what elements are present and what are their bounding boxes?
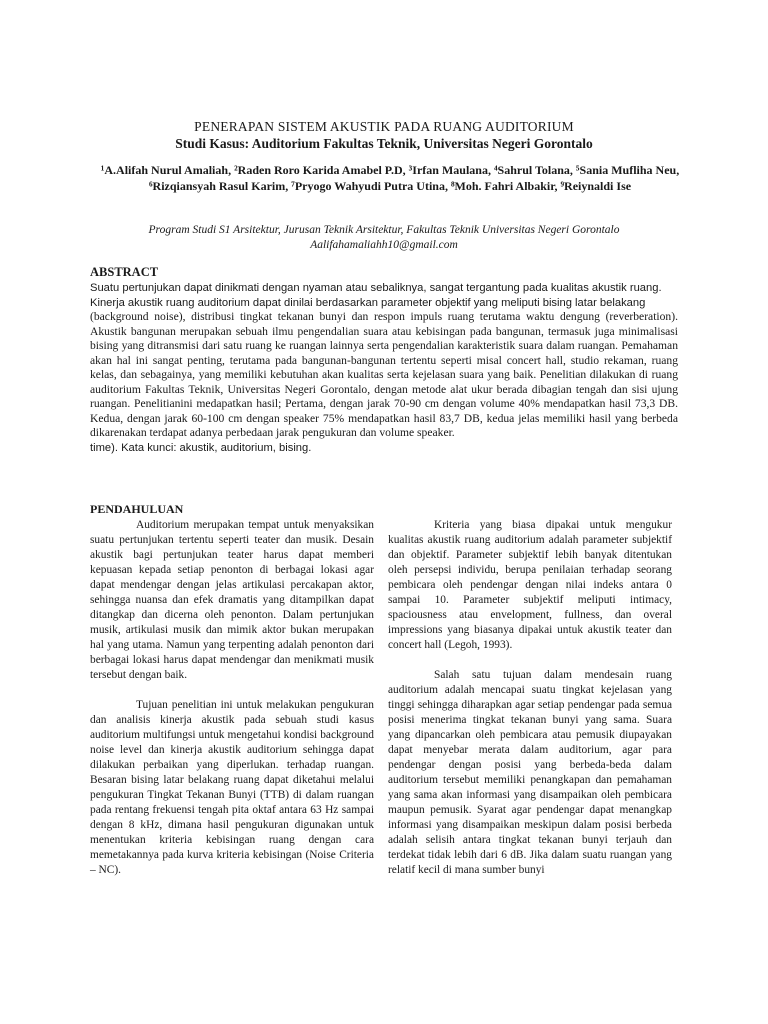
body-paragraph: Auditorium merupakan tempat untuk menyaksikan suatu pertunjukan tertentu seperti teater dan musik. Desain akustik bagi pertunjukan teater harus dapat memberi kepuasan kepada setiap penonton di berbagai lokasi agar dapat mendengar dengan jelas artikulasi percakapan aktor, sehingga nuansa dan efek dramatis yang ditampilkan dapat ditangkap dan dicerna oleh penonton. Dalam pertunjukan musik, artikulasi musik dan mimik aktor bukan merupakan hal yang utama. Namun yang terpenting adalah penonton dari berbagai lokasi harus dapat mendengar dan menikmati musik tersebut dengan baik. xyxy=(90,519,374,681)
paper-title xyxy=(60,118,708,152)
abstract-paragraph: (background noise), distribusi tingkat tekanan bunyi dan respon impuls ruang terutama waktu dengung (reverberation). Akustik bangunan merupakan sebuah ilmu pengendalian suara atau kebisingan pada bangunan, termasuk juga minimalisasi bising yang ditransmisi dari satu ruang ke ruangan lainnya serta pengendalian karakteristik suara dalam ruangan. Pemahaman akan hal ini sangat penting, terutama pada bangunan-bangunan tertentu seperti misal concert hall, studio rekaman, ruang kelas, dan sebagainya, yang memiliki kebutuhan akan kualitas serta kejelasan suara yang baik. Penelitian dilakukan di ruang auditorium Fakultas Teknik, Universitas Negeri Gorontalo, dengan metode alat ukur berada dibagian tengah dan sisi ujung ruangan. Penelitianini medapatkan hasil; Pertama, dengan jarak 70-90 cm dengan volume 40% mendapatkan hasil 73,3 DB. Kedua, dengan jarak 60-100 cm dengan speaker 75% mendapatkan hasil 83,7 DB, kedua jelas memiliki hasil yang berbeda dikarenakan terdapat adanya perbedaan jarak pengukuran dan volume speaker. xyxy=(90,310,678,439)
abstract-paragraph: Suatu pertunjukan dapat dinikmati dengan nyaman atau sebaliknya, sangat tergantung pada kualitas akustik ruang. xyxy=(90,282,662,294)
body-paragraph: Salah satu tujuan dalam mendesain ruang auditorium adalah mencapai suatu tingkat kejelasan yang tinggi sehingga diharapkan agar setiap pendengar pada semua posisi menerima tingkat tekanan bunyi yang sama. Suara yang dipancarkan oleh pembicara atau pemusik diupayakan dapat menyebar merata dalam auditorium, agar para pendengar dengan posisi yang berbeda-beda dalam auditorium tersebut memiliki penangkapan dan pemahaman yang sama akan informasi yang disampaikan oleh pembicara maupun pemusik. Syarat agar pendengar dapat menangkap informasi yang disampaikan meskipun dalam posisi berbeda adalah selisih antara tingkat tekanan bunyi terjauh dan terdekat tidak lebih dari 6 dB. Jika dalam suatu ruangan yang relatif kecil di mana sumber bunyi xyxy=(388,669,672,876)
right-column xyxy=(388,518,672,878)
section-heading: PENDAHULUAN xyxy=(90,502,184,516)
abstract-heading: ABSTRACT xyxy=(90,265,159,279)
body-paragraph: Tujuan penelitian ini untuk melakukan pengukuran dan analisis kinerja akustik pada sebuah studi kasus auditorium multifungsi untuk mengetahui kondisi background noise level dan kinerja akustik auditorium sehingga dapat dilakukan perbaikan yang diperlukan. terhadap ruangan. Besaran bising latar belakang ruang dapat diketahui melalui pengukuran Tingkat Tekanan Bunyi (TTB) di dalam ruangan pada rentang frekuensi tengah pita oktaf antara 63 Hz sampai dengan 8 kHz, dimana hasil pengukuran digunakan untuk menentukan kriteria kebisingan ruang dengan cara memetakannya pada kurva kriteria kebisingan (Noise Criteria – NC). xyxy=(90,699,374,876)
title-main: PENERAPAN SISTEM AKUSTIK PADA RUANG AUDITORIUM xyxy=(194,119,574,134)
body-paragraph: Kriteria yang biasa dipakai untuk mengukur kualitas akustik ruang auditorium adalah parameter subjektif dan objektif. Parameter subjektif lebih banyak ditentukan oleh persepsi individu, berupa penilaian terhadap seorang pembicara oleh pendengar dengan nilai indeks antara 0 sampai 10. Parameter subjektif meliputi intimacy, spaciousness atau envelopment, fullness, dan overal impressions yang biasanya dipakai untuk akustik teater dan concert hall (Legoh, 1993). xyxy=(388,519,672,651)
email: Aalifahamaliahh10@gmail.com xyxy=(310,239,458,251)
title-case-study: Studi Kasus: Auditorium Fakultas Teknik, Universitas Negeri Gorontalo xyxy=(175,136,593,151)
abstract-paragraph: Kinerja akustik ruang auditorium dapat dinilai berdasarkan parameter objektif yang meliputi bising latar belakang xyxy=(90,296,646,309)
abstract-keywords: time). Kata kunci: akustik, auditorium, bising. xyxy=(90,441,312,454)
affiliation: Program Studi S1 Arsitektur, Jurusan Teknik Arsitektur, Fakultas Teknik Universitas Negeri Gorontalo xyxy=(148,224,620,236)
left-column xyxy=(90,518,374,878)
affiliation-block xyxy=(60,223,708,253)
author-list: ¹A.Alifah Nurul Amaliah, ²Raden Roro Karida Amabel P.D, ³Irfan Maulana, ⁴Sahrul Tolana, ⁵Sania Mufliha Neu, ⁶Rizqiansyah Rasul Karim, ⁷Pryogo Wahyudi Putra Utina, ⁸Moh. Fahri Albakir, ⁹Reiynaldi Ise xyxy=(100,163,680,193)
abstract-body xyxy=(90,281,678,455)
